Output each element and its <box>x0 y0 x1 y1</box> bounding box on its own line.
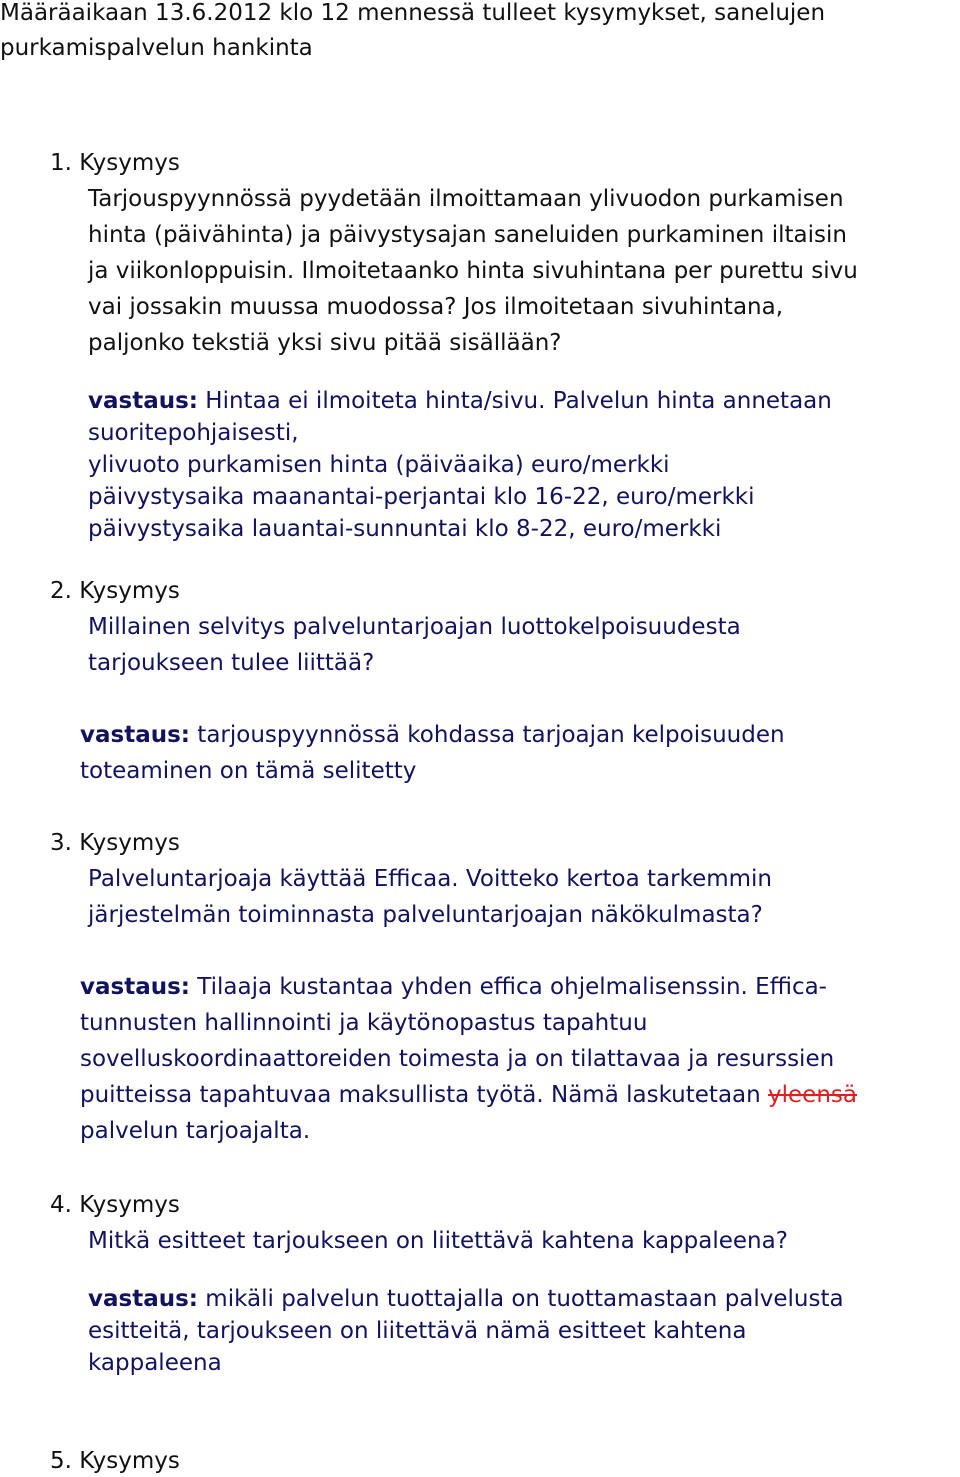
answer-3-text: puitteissa tapahtuvaa maksullista työtä. Nämä laskutetaan <box>80 1082 769 1108</box>
question-2-heading: 2. Kysymys <box>50 578 180 604</box>
struck-word: yleensä <box>768 1082 857 1108</box>
answer-4-line: kappaleena <box>88 1350 222 1376</box>
answer-3-line: sovelluskoordinaattoreiden toimesta ja on tilattavaa ja resurssien <box>80 1046 835 1072</box>
question-2-text-line: tarjoukseen tulee liittää? <box>88 650 375 676</box>
answer-1-line: ylivuoto purkamisen hinta (päiväaika) euro/merkki <box>88 452 670 478</box>
question-1-text-line: paljonko tekstiä yksi sivu pitää sisällään? <box>88 330 562 356</box>
answer-3-line: tunnusten hallinnointi ja käytönopastus tapahtuu <box>80 1010 648 1036</box>
answer-3-text: Tilaaja kustantaa yhden effica ohjelmalisenssin. Effica- <box>189 974 827 1000</box>
answer-4-text: mikäli palvelun tuottajalla on tuottamastaan palvelusta <box>197 1286 844 1312</box>
document-title-line-2: purkamispalvelun hankinta <box>0 35 313 61</box>
question-4-heading: 4. Kysymys <box>50 1192 180 1218</box>
question-1-text-line: hinta (päivähinta) ja päivystysajan saneluiden purkaminen iltaisin <box>88 222 847 248</box>
question-1-text-line: vai jossakin muussa muodossa? Jos ilmoitetaan sivuhintana, <box>88 294 784 320</box>
answer-label: vastaus: <box>88 388 198 414</box>
question-1-heading: 1. Kysymys <box>50 150 180 176</box>
answer-1-line: päivystysaika lauantai-sunnuntai klo 8-22, euro/merkki <box>88 516 722 542</box>
answer-1-text: Hintaa ei ilmoiteta hinta/sivu. Palvelun hinta annetaan <box>197 388 832 414</box>
question-1-text-line: Tarjouspyynnössä pyydetään ilmoittamaan ylivuodon purkamisen <box>88 186 844 212</box>
question-3-heading: 3. Kysymys <box>50 830 180 856</box>
answer-2-line: toteaminen on tämä selitetty <box>80 758 417 784</box>
question-2-text-line: Millainen selvitys palveluntarjoajan luottokelpoisuudesta <box>88 614 741 640</box>
question-5-heading: 5. Kysymys <box>50 1448 180 1474</box>
answer-3-line: palvelun tarjoajalta. <box>80 1118 311 1144</box>
answer-1-first-line <box>88 390 832 413</box>
question-3-text-line: Palveluntarjoaja käyttää Efficaa. Voitteko kertoa tarkemmin <box>88 866 773 892</box>
question-4-text-line: Mitkä esitteet tarjoukseen on liitettävä kahtena kappaleena? <box>88 1228 788 1254</box>
answer-1-line: päivystysaika maanantai-perjantai klo 16-22, euro/merkki <box>88 484 755 510</box>
question-3-text-line: järjestelmän toiminnasta palveluntarjoajan näkökulmasta? <box>88 902 763 928</box>
question-1-text-line: ja viikonloppuisin. Ilmoitetaanko hinta sivuhintana per purettu sivu <box>88 258 858 284</box>
answer-3-first-line <box>80 976 827 999</box>
answer-1-line: suoritepohjaisesti, <box>88 420 299 446</box>
answer-2-text: tarjouspyynnössä kohdassa tarjoajan kelpoisuuden <box>189 722 785 748</box>
answer-label: vastaus: <box>88 1286 198 1312</box>
answer-label: vastaus: <box>80 974 190 1000</box>
answer-4-line: esitteitä, tarjoukseen on liitettävä nämä esitteet kahtena <box>88 1318 747 1344</box>
answer-2-first-line <box>80 724 785 747</box>
answer-4-first-line <box>88 1288 844 1311</box>
answer-label: vastaus: <box>80 722 190 748</box>
answer-3-line-with-strike <box>80 1084 857 1107</box>
document-title-line-1: Määräaikaan 13.6.2012 klo 12 mennessä tulleet kysymykset, sanelujen <box>0 0 826 26</box>
